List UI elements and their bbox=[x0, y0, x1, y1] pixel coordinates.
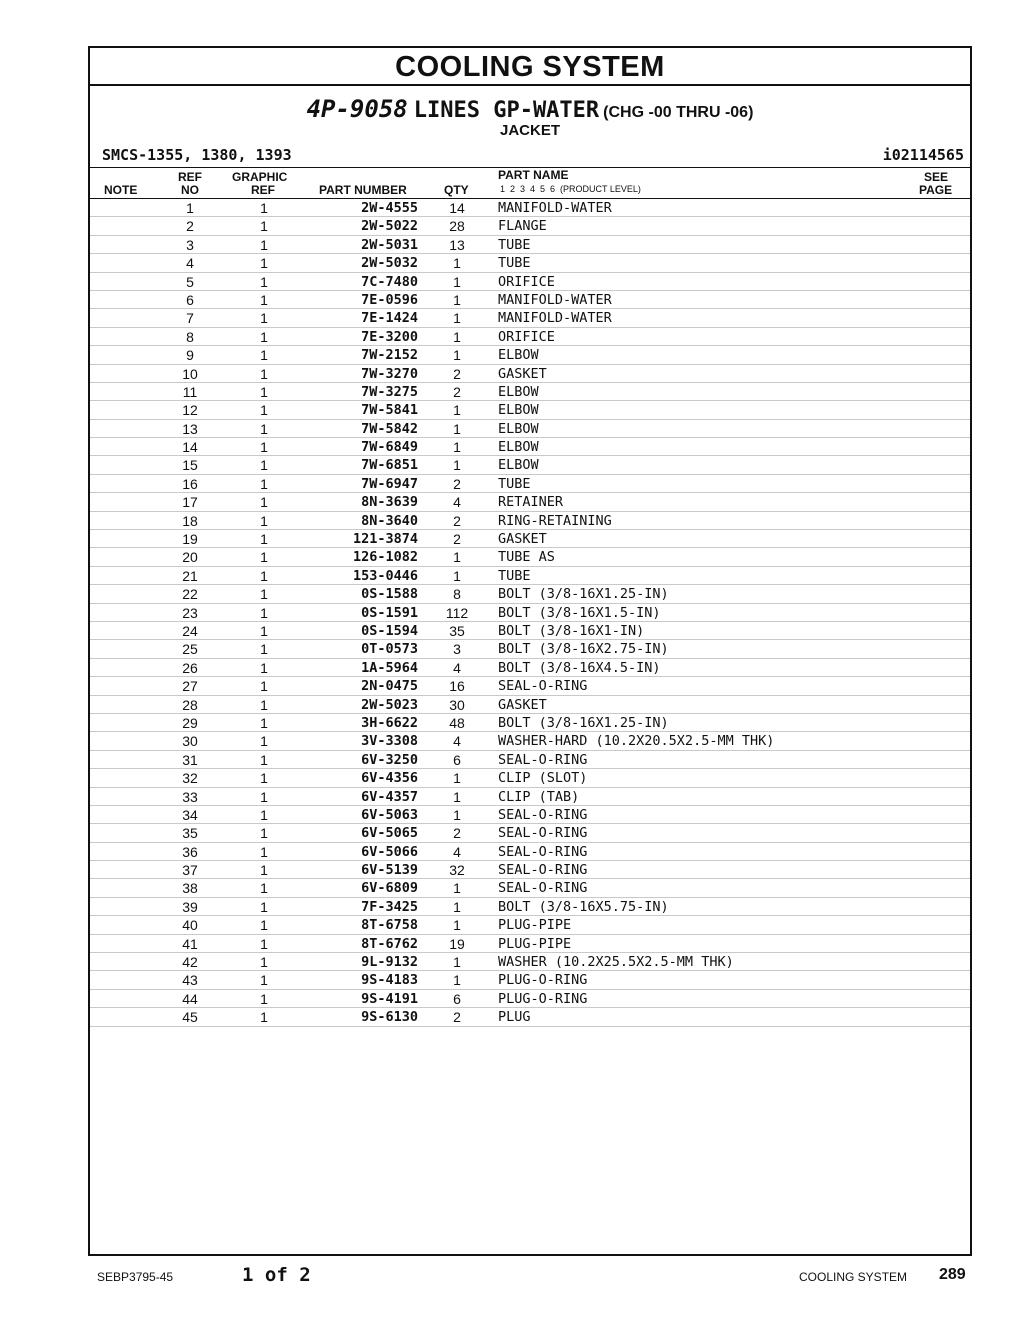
table-row bbox=[90, 843, 970, 861]
quantity: 1 bbox=[453, 806, 461, 823]
part-name: RING-RETAINING bbox=[498, 512, 612, 529]
group-title bbox=[90, 96, 970, 122]
quantity: 30 bbox=[449, 696, 465, 713]
graphic-ref: 1 bbox=[260, 917, 268, 934]
section-title: COOLING SYSTEM bbox=[90, 48, 970, 86]
part-name: ELBOW bbox=[498, 420, 539, 437]
graphic-ref: 1 bbox=[260, 383, 268, 400]
graphic-ref: 1 bbox=[260, 641, 268, 658]
part-name: ELBOW bbox=[498, 383, 539, 400]
quantity: 1 bbox=[453, 954, 461, 971]
quantity: 2 bbox=[453, 383, 461, 400]
quantity: 32 bbox=[449, 862, 465, 879]
table-row bbox=[90, 530, 970, 548]
quantity: 1 bbox=[453, 457, 461, 474]
graphic-ref: 1 bbox=[260, 420, 268, 437]
graphic-ref: 1 bbox=[260, 751, 268, 768]
part-number: 6V-5066 bbox=[361, 843, 418, 860]
quantity: 14 bbox=[449, 200, 465, 216]
graphic-ref: 1 bbox=[260, 733, 268, 750]
ref-no: 4 bbox=[186, 255, 194, 272]
table-row bbox=[90, 493, 970, 511]
graphic-ref: 1 bbox=[260, 770, 268, 787]
quantity: 13 bbox=[449, 236, 465, 253]
part-number: 7W-6849 bbox=[361, 439, 418, 456]
group-change-range: (CHG -00 THRU -06) bbox=[603, 104, 754, 121]
header-ref-top: REF bbox=[178, 170, 202, 184]
graphic-ref: 1 bbox=[260, 236, 268, 253]
ref-no: 8 bbox=[186, 328, 194, 345]
ref-no: 34 bbox=[182, 806, 198, 823]
table-row bbox=[90, 824, 970, 842]
part-number: 7E-1424 bbox=[361, 310, 418, 327]
part-number: 9S-4191 bbox=[361, 990, 418, 1007]
table-row bbox=[90, 548, 970, 566]
part-number: 8T-6758 bbox=[361, 917, 418, 934]
ref-no: 9 bbox=[186, 347, 194, 364]
part-name: SEAL-O-RING bbox=[498, 825, 588, 842]
ref-no: 27 bbox=[182, 678, 198, 695]
table-row bbox=[90, 383, 970, 401]
quantity: 1 bbox=[453, 255, 461, 272]
quantity: 1 bbox=[453, 420, 461, 437]
part-number: 7W-5841 bbox=[361, 402, 418, 419]
part-name: BOLT (3/8-16X1.25-IN) bbox=[498, 714, 669, 731]
table-row bbox=[90, 273, 970, 291]
table-row bbox=[90, 512, 970, 530]
part-name: SEAL-O-RING bbox=[498, 862, 588, 879]
part-name: MANIFOLD-WATER bbox=[498, 200, 612, 216]
ref-no: 10 bbox=[182, 365, 198, 382]
ref-no: 28 bbox=[182, 696, 198, 713]
part-number: 7W-6851 bbox=[361, 457, 418, 474]
quantity: 2 bbox=[453, 825, 461, 842]
table-row bbox=[90, 328, 970, 346]
graphic-ref: 1 bbox=[260, 806, 268, 823]
quantity: 16 bbox=[449, 678, 465, 695]
table-row bbox=[90, 879, 970, 897]
graphic-ref: 1 bbox=[260, 439, 268, 456]
part-name: BOLT (3/8-16X1.25-IN) bbox=[498, 586, 669, 603]
quantity: 2 bbox=[453, 531, 461, 548]
part-number: 0T-0573 bbox=[361, 641, 418, 658]
part-name: GASKET bbox=[498, 696, 547, 713]
quantity: 6 bbox=[453, 990, 461, 1007]
header-see-bottom: PAGE bbox=[919, 183, 953, 197]
graphic-ref: 1 bbox=[260, 622, 268, 639]
quantity: 19 bbox=[449, 935, 465, 952]
table-row bbox=[90, 769, 970, 787]
graphic-ref: 1 bbox=[260, 567, 268, 584]
graphic-ref: 1 bbox=[260, 549, 268, 566]
part-number: 8T-6762 bbox=[361, 935, 418, 952]
table-header bbox=[90, 167, 970, 199]
ref-no: 16 bbox=[182, 475, 198, 492]
graphic-ref: 1 bbox=[260, 825, 268, 842]
quantity: 1 bbox=[453, 347, 461, 364]
group-name: LINES GP-WATER bbox=[413, 98, 600, 123]
part-name: GASKET bbox=[498, 365, 547, 382]
ref-no: 19 bbox=[182, 531, 198, 548]
page-frame bbox=[88, 46, 972, 1256]
part-name: TUBE bbox=[498, 567, 531, 584]
part-number: 2W-5023 bbox=[361, 696, 418, 713]
graphic-ref: 1 bbox=[260, 328, 268, 345]
header-note: NOTE bbox=[104, 183, 138, 197]
part-number: 0S-1594 bbox=[361, 622, 418, 639]
table-row bbox=[90, 309, 970, 327]
graphic-ref: 1 bbox=[260, 935, 268, 952]
part-number: 2W-5032 bbox=[361, 255, 418, 272]
part-number: 9S-4183 bbox=[361, 972, 418, 989]
graphic-ref: 1 bbox=[260, 200, 268, 216]
part-name: TUBE bbox=[498, 475, 531, 492]
part-number: 1A-5964 bbox=[361, 659, 418, 676]
ref-no: 39 bbox=[182, 898, 198, 915]
part-number: 7W-5842 bbox=[361, 420, 418, 437]
table-row bbox=[90, 696, 970, 714]
ref-no: 24 bbox=[182, 622, 198, 639]
part-name: ELBOW bbox=[498, 402, 539, 419]
graphic-ref: 1 bbox=[260, 494, 268, 511]
quantity: 2 bbox=[453, 512, 461, 529]
graphic-ref: 1 bbox=[260, 898, 268, 915]
part-name: PLUG bbox=[498, 1009, 531, 1026]
part-number: 0S-1588 bbox=[361, 586, 418, 603]
graphic-ref: 1 bbox=[260, 862, 268, 879]
graphic-ref: 1 bbox=[260, 310, 268, 327]
ref-no: 32 bbox=[182, 770, 198, 787]
quantity: 1 bbox=[453, 880, 461, 897]
part-name: TUBE bbox=[498, 236, 531, 253]
part-number: 3H-6622 bbox=[361, 714, 418, 731]
group-part-number: 4P-9058 bbox=[306, 95, 408, 123]
quantity: 1 bbox=[453, 328, 461, 345]
part-name: SEAL-O-RING bbox=[498, 678, 588, 695]
page-of: 1 of 2 bbox=[242, 1264, 311, 1286]
ref-no: 41 bbox=[182, 935, 198, 952]
part-name: TUBE AS bbox=[498, 549, 555, 566]
ref-no: 45 bbox=[182, 1009, 198, 1026]
ref-no: 42 bbox=[182, 954, 198, 971]
part-number: 6V-5139 bbox=[361, 862, 418, 879]
quantity: 4 bbox=[453, 659, 461, 676]
part-number: 7E-0596 bbox=[361, 291, 418, 308]
quantity: 1 bbox=[453, 439, 461, 456]
part-name: MANIFOLD-WATER bbox=[498, 310, 612, 327]
part-name: ORIFICE bbox=[498, 328, 555, 345]
part-name: PLUG-PIPE bbox=[498, 935, 572, 952]
ref-no: 30 bbox=[182, 733, 198, 750]
quantity: 1 bbox=[453, 972, 461, 989]
quantity: 1 bbox=[453, 898, 461, 915]
smcs-codes: SMCS-1355, 1380, 1393 bbox=[102, 146, 292, 164]
ref-no: 1 bbox=[186, 200, 194, 216]
part-number: 3V-3308 bbox=[361, 733, 418, 750]
ref-no: 44 bbox=[182, 990, 198, 1007]
graphic-ref: 1 bbox=[260, 457, 268, 474]
doc-number: SEBP3795-45 bbox=[97, 1270, 174, 1284]
graphic-ref: 1 bbox=[260, 291, 268, 308]
part-name: FLANGE bbox=[498, 218, 547, 235]
ref-no: 37 bbox=[182, 862, 198, 879]
table-row bbox=[90, 456, 970, 474]
graphic-ref: 1 bbox=[260, 696, 268, 713]
table-row bbox=[90, 935, 970, 953]
quantity: 1 bbox=[453, 402, 461, 419]
part-name: BOLT (3/8-16X1.5-IN) bbox=[498, 604, 661, 621]
graphic-ref: 1 bbox=[260, 990, 268, 1007]
graphic-ref: 1 bbox=[260, 880, 268, 897]
graphic-ref: 1 bbox=[260, 1009, 268, 1026]
table-row bbox=[90, 677, 970, 695]
header-part-name: PART NAME bbox=[498, 168, 569, 182]
quantity: 28 bbox=[449, 218, 465, 235]
ref-no: 11 bbox=[182, 383, 198, 400]
table-row bbox=[90, 291, 970, 309]
ref-no: 20 bbox=[182, 549, 198, 566]
table-row bbox=[90, 622, 970, 640]
table-row bbox=[90, 714, 970, 732]
graphic-ref: 1 bbox=[260, 402, 268, 419]
quantity: 3 bbox=[453, 641, 461, 658]
graphic-ref: 1 bbox=[260, 714, 268, 731]
part-name: BOLT (3/8-16X1-IN) bbox=[498, 622, 645, 639]
quantity: 2 bbox=[453, 365, 461, 382]
table-row bbox=[90, 806, 970, 824]
quantity: 4 bbox=[453, 843, 461, 860]
graphic-ref: 1 bbox=[260, 218, 268, 235]
part-number: 2N-0475 bbox=[361, 678, 418, 695]
graphic-ref: 1 bbox=[260, 659, 268, 676]
table-row bbox=[90, 199, 970, 217]
smcs-row bbox=[90, 146, 970, 166]
ref-no: 5 bbox=[186, 273, 194, 290]
table-row bbox=[90, 640, 970, 658]
ref-no: 12 bbox=[182, 402, 198, 419]
part-number: 0S-1591 bbox=[361, 604, 418, 621]
table-row bbox=[90, 861, 970, 879]
graphic-ref: 1 bbox=[260, 255, 268, 272]
quantity: 2 bbox=[453, 475, 461, 492]
graphic-ref: 1 bbox=[260, 972, 268, 989]
part-number: 6V-6809 bbox=[361, 880, 418, 897]
part-name: PLUG-PIPE bbox=[498, 917, 572, 934]
group-subname: JACKET bbox=[499, 122, 560, 139]
quantity: 48 bbox=[449, 714, 465, 731]
table-row bbox=[90, 659, 970, 677]
ref-no: 23 bbox=[182, 604, 198, 621]
part-number: 6V-4357 bbox=[361, 788, 418, 805]
table-row bbox=[90, 217, 970, 235]
table-row bbox=[90, 438, 970, 456]
part-number: 9S-6130 bbox=[361, 1009, 418, 1026]
ref-no: 2 bbox=[186, 218, 194, 235]
ref-no: 13 bbox=[182, 420, 198, 437]
ref-no: 7 bbox=[186, 310, 194, 327]
part-number: 7W-3275 bbox=[361, 383, 418, 400]
part-number: 7W-6947 bbox=[361, 475, 418, 492]
page-number: 289 bbox=[939, 1266, 966, 1283]
header-part-number: PART NUMBER bbox=[319, 183, 407, 197]
header-see-top: SEE bbox=[924, 170, 949, 184]
graphic-ref: 1 bbox=[260, 604, 268, 621]
table-row bbox=[90, 236, 970, 254]
part-number: 8N-3639 bbox=[361, 494, 418, 511]
table-row bbox=[90, 751, 970, 769]
part-name: MANIFOLD-WATER bbox=[498, 291, 612, 308]
part-number: 7F-3425 bbox=[361, 898, 418, 915]
part-name: SEAL-O-RING bbox=[498, 843, 588, 860]
part-number: 6V-4356 bbox=[361, 770, 418, 787]
part-name: ELBOW bbox=[498, 347, 539, 364]
quantity: 1 bbox=[453, 310, 461, 327]
ref-no: 43 bbox=[182, 972, 198, 989]
ref-no: 33 bbox=[182, 788, 198, 805]
part-name: WASHER (10.2X25.5X2.5-MM THK) bbox=[498, 954, 734, 971]
part-name: CLIP (SLOT) bbox=[498, 770, 588, 787]
part-name: RETAINER bbox=[498, 494, 564, 511]
part-number: 8N-3640 bbox=[361, 512, 418, 529]
table-row bbox=[90, 788, 970, 806]
part-number: 6V-5063 bbox=[361, 806, 418, 823]
table-row bbox=[90, 254, 970, 272]
parts-table bbox=[90, 199, 970, 1027]
table-row bbox=[90, 475, 970, 493]
page-footer bbox=[0, 1264, 1020, 1288]
part-name: PLUG-O-RING bbox=[498, 972, 588, 989]
part-number: 7W-2152 bbox=[361, 347, 418, 364]
part-name: BOLT (3/8-16X5.75-IN) bbox=[498, 898, 669, 915]
part-name: SEAL-O-RING bbox=[498, 806, 588, 823]
table-row bbox=[90, 990, 970, 1008]
graphic-ref: 1 bbox=[260, 347, 268, 364]
ref-no: 25 bbox=[182, 641, 198, 658]
part-name: SEAL-O-RING bbox=[498, 880, 588, 897]
graphic-ref: 1 bbox=[260, 475, 268, 492]
graphic-ref: 1 bbox=[260, 365, 268, 382]
graphic-ref: 1 bbox=[260, 273, 268, 290]
ref-no: 17 bbox=[182, 494, 198, 511]
part-number: 153-0446 bbox=[352, 567, 418, 584]
part-number: 6V-5065 bbox=[361, 825, 418, 842]
part-number: 9L-9132 bbox=[361, 954, 418, 971]
table-row bbox=[90, 365, 970, 383]
ref-no: 15 bbox=[182, 457, 198, 474]
table-row bbox=[90, 732, 970, 750]
graphic-ref: 1 bbox=[260, 512, 268, 529]
ref-no: 35 bbox=[182, 825, 198, 842]
graphic-ref: 1 bbox=[260, 531, 268, 548]
part-name: ELBOW bbox=[498, 457, 539, 474]
header-product-levels: 1 2 3 4 5 6 (PRODUCT LEVEL) bbox=[500, 184, 641, 194]
graphic-ref: 1 bbox=[260, 954, 268, 971]
table-row bbox=[90, 971, 970, 989]
table-row bbox=[90, 401, 970, 419]
part-name: TUBE bbox=[498, 255, 531, 272]
table-row bbox=[90, 916, 970, 934]
part-number: 6V-3250 bbox=[361, 751, 418, 768]
part-name: ELBOW bbox=[498, 439, 539, 456]
table-row bbox=[90, 420, 970, 438]
quantity: 1 bbox=[453, 917, 461, 934]
part-name: ORIFICE bbox=[498, 273, 555, 290]
quantity: 2 bbox=[453, 1009, 461, 1026]
ref-no: 3 bbox=[186, 236, 194, 253]
part-name: WASHER-HARD (10.2X20.5X2.5-MM THK) bbox=[498, 733, 775, 750]
part-number: 2W-5022 bbox=[361, 218, 418, 235]
ref-no: 36 bbox=[182, 843, 198, 860]
ref-no: 40 bbox=[182, 917, 198, 934]
quantity: 1 bbox=[453, 273, 461, 290]
table-row bbox=[90, 585, 970, 603]
quantity: 4 bbox=[453, 733, 461, 750]
quantity: 1 bbox=[453, 549, 461, 566]
ref-no: 18 bbox=[182, 512, 198, 529]
ref-no: 31 bbox=[182, 751, 198, 768]
header-ref-bottom: NO bbox=[181, 183, 199, 197]
ref-no: 38 bbox=[182, 880, 198, 897]
footer-section: COOLING SYSTEM bbox=[799, 1270, 908, 1284]
quantity: 1 bbox=[453, 291, 461, 308]
table-row bbox=[90, 567, 970, 585]
quantity: 8 bbox=[453, 586, 461, 603]
table-row bbox=[90, 953, 970, 971]
header-graphic-top: GRAPHIC bbox=[232, 170, 288, 184]
quantity: 4 bbox=[453, 494, 461, 511]
header-qty: QTY bbox=[444, 183, 469, 197]
graphic-ref: 1 bbox=[260, 788, 268, 805]
part-number: 7W-3270 bbox=[361, 365, 418, 382]
part-number: 121-3874 bbox=[352, 531, 418, 548]
illustration-id: i02114565 bbox=[882, 146, 964, 164]
part-name: GASKET bbox=[498, 531, 547, 548]
quantity: 1 bbox=[453, 567, 461, 584]
ref-no: 29 bbox=[182, 714, 198, 731]
part-name: SEAL-O-RING bbox=[498, 751, 588, 768]
part-name: BOLT (3/8-16X2.75-IN) bbox=[498, 641, 669, 658]
part-number: 7C-7480 bbox=[361, 273, 418, 290]
table-row bbox=[90, 898, 970, 916]
part-number: 2W-5031 bbox=[361, 236, 418, 253]
graphic-ref: 1 bbox=[260, 843, 268, 860]
part-name: PLUG-O-RING bbox=[498, 990, 588, 1007]
quantity: 35 bbox=[449, 622, 465, 639]
header-graphic-bottom: REF bbox=[251, 183, 275, 197]
graphic-ref: 1 bbox=[260, 678, 268, 695]
table-row bbox=[90, 346, 970, 364]
quantity: 1 bbox=[453, 788, 461, 805]
part-number: 2W-4555 bbox=[361, 200, 418, 216]
ref-no: 22 bbox=[182, 586, 198, 603]
quantity: 112 bbox=[445, 604, 469, 621]
part-number: 7E-3200 bbox=[361, 328, 418, 345]
ref-no: 14 bbox=[182, 439, 198, 456]
part-name: BOLT (3/8-16X4.5-IN) bbox=[498, 659, 661, 676]
part-name: CLIP (TAB) bbox=[498, 788, 580, 805]
ref-no: 26 bbox=[182, 659, 198, 676]
graphic-ref: 1 bbox=[260, 586, 268, 603]
quantity: 1 bbox=[453, 770, 461, 787]
table-row bbox=[90, 604, 970, 622]
table-row bbox=[90, 1008, 970, 1026]
quantity: 6 bbox=[453, 751, 461, 768]
ref-no: 21 bbox=[182, 567, 198, 584]
ref-no: 6 bbox=[186, 291, 194, 308]
part-number: 126-1082 bbox=[352, 549, 418, 566]
